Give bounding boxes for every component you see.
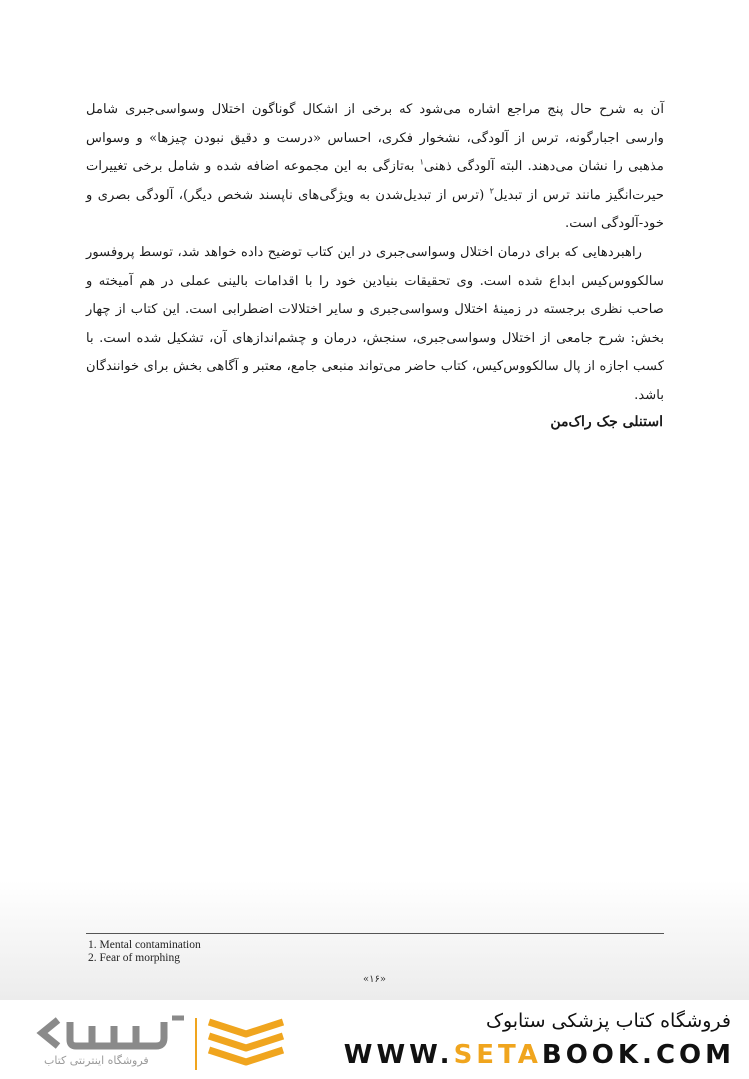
logo-subtitle: فروشگاه اینترنتی کتاب [44,1054,149,1067]
footnote-marker-1: ۱ [419,157,424,167]
store-name: فروشگاه کتاب پزشکی ستابوک [485,1010,731,1032]
footnote-2: 2. Fear of morphing [88,952,180,964]
store-banner [0,1000,749,1079]
footnotes [88,939,201,965]
logo-divider [195,1018,197,1070]
footnote-1: 1. Mental contamination [88,939,201,951]
author-signature: استنلی جک راک‌من [550,414,663,430]
url-highlight: SETA [453,1040,542,1070]
paragraph-1-part-3: (ترس از تبدیل‌شدن به ویژگی‌های ناپسند شخص دیگر)، آلودگی بصری و خود-آلودگی است. [86,187,664,232]
page-number: «۱۶» [363,974,386,985]
book-stack-logo-icon [205,1014,287,1076]
paragraph-2: راهبردهایی که برای درمان اختلال وسواسی‌جبری در این کتاب توضیح داده خواهد شد، توسط پروفسور سالکووس‌کیس ابداع شده است. وی تحقیقات بنیادین خود را با اقدامات بالینی عملی در هم آمیخته و صاحب نظری برجسته در زمینهٔ اختلال وسواسی‌جبری و سایر اختلالات اضطرابی است. این کتاب از چهار بخش: شرح جامعی از اختلال وسواسی‌جبری، سنجش، درمان و چشم‌اندازهای آن، تشکیل شده است. با کسب اجازه از پال سالکووس‌کیس، کتاب حاضر می‌تواند منبعی جامع، معتبر و آگاهی بخش برای خوانندگان باشد. [86,244,664,403]
store-url[interactable] [344,1040,735,1070]
footnote-divider [86,933,664,934]
url-suffix: BOOK.COM [541,1040,735,1070]
setabook-wordmark-icon [36,1012,186,1058]
body-text [86,96,664,411]
paragraph-1-part-1: آن به شرح حال پنج مراجع اشاره می‌شود که برخی از اشکال گوناگون اختلال وسواسی‌جبری شامل وارسی اجبارگونه، ترس از آلودگی، نشخوار فکری، احساس «درست و دقیق نبودن چیزها» و وسواس مذهبی را نشان می‌دهند. البته آلودگی ذهنی [86,102,664,175]
url-prefix: WWW. [343,1040,454,1070]
footnote-marker-2: ۲ [489,186,494,196]
paragraph-1-part-2: به‌تازگی به این مجموعه اضافه شده و شامل برخی تغییرات حیرت‌انگیز مانند ترس از تبدیل [86,159,664,203]
paragraph-1 [86,96,664,239]
